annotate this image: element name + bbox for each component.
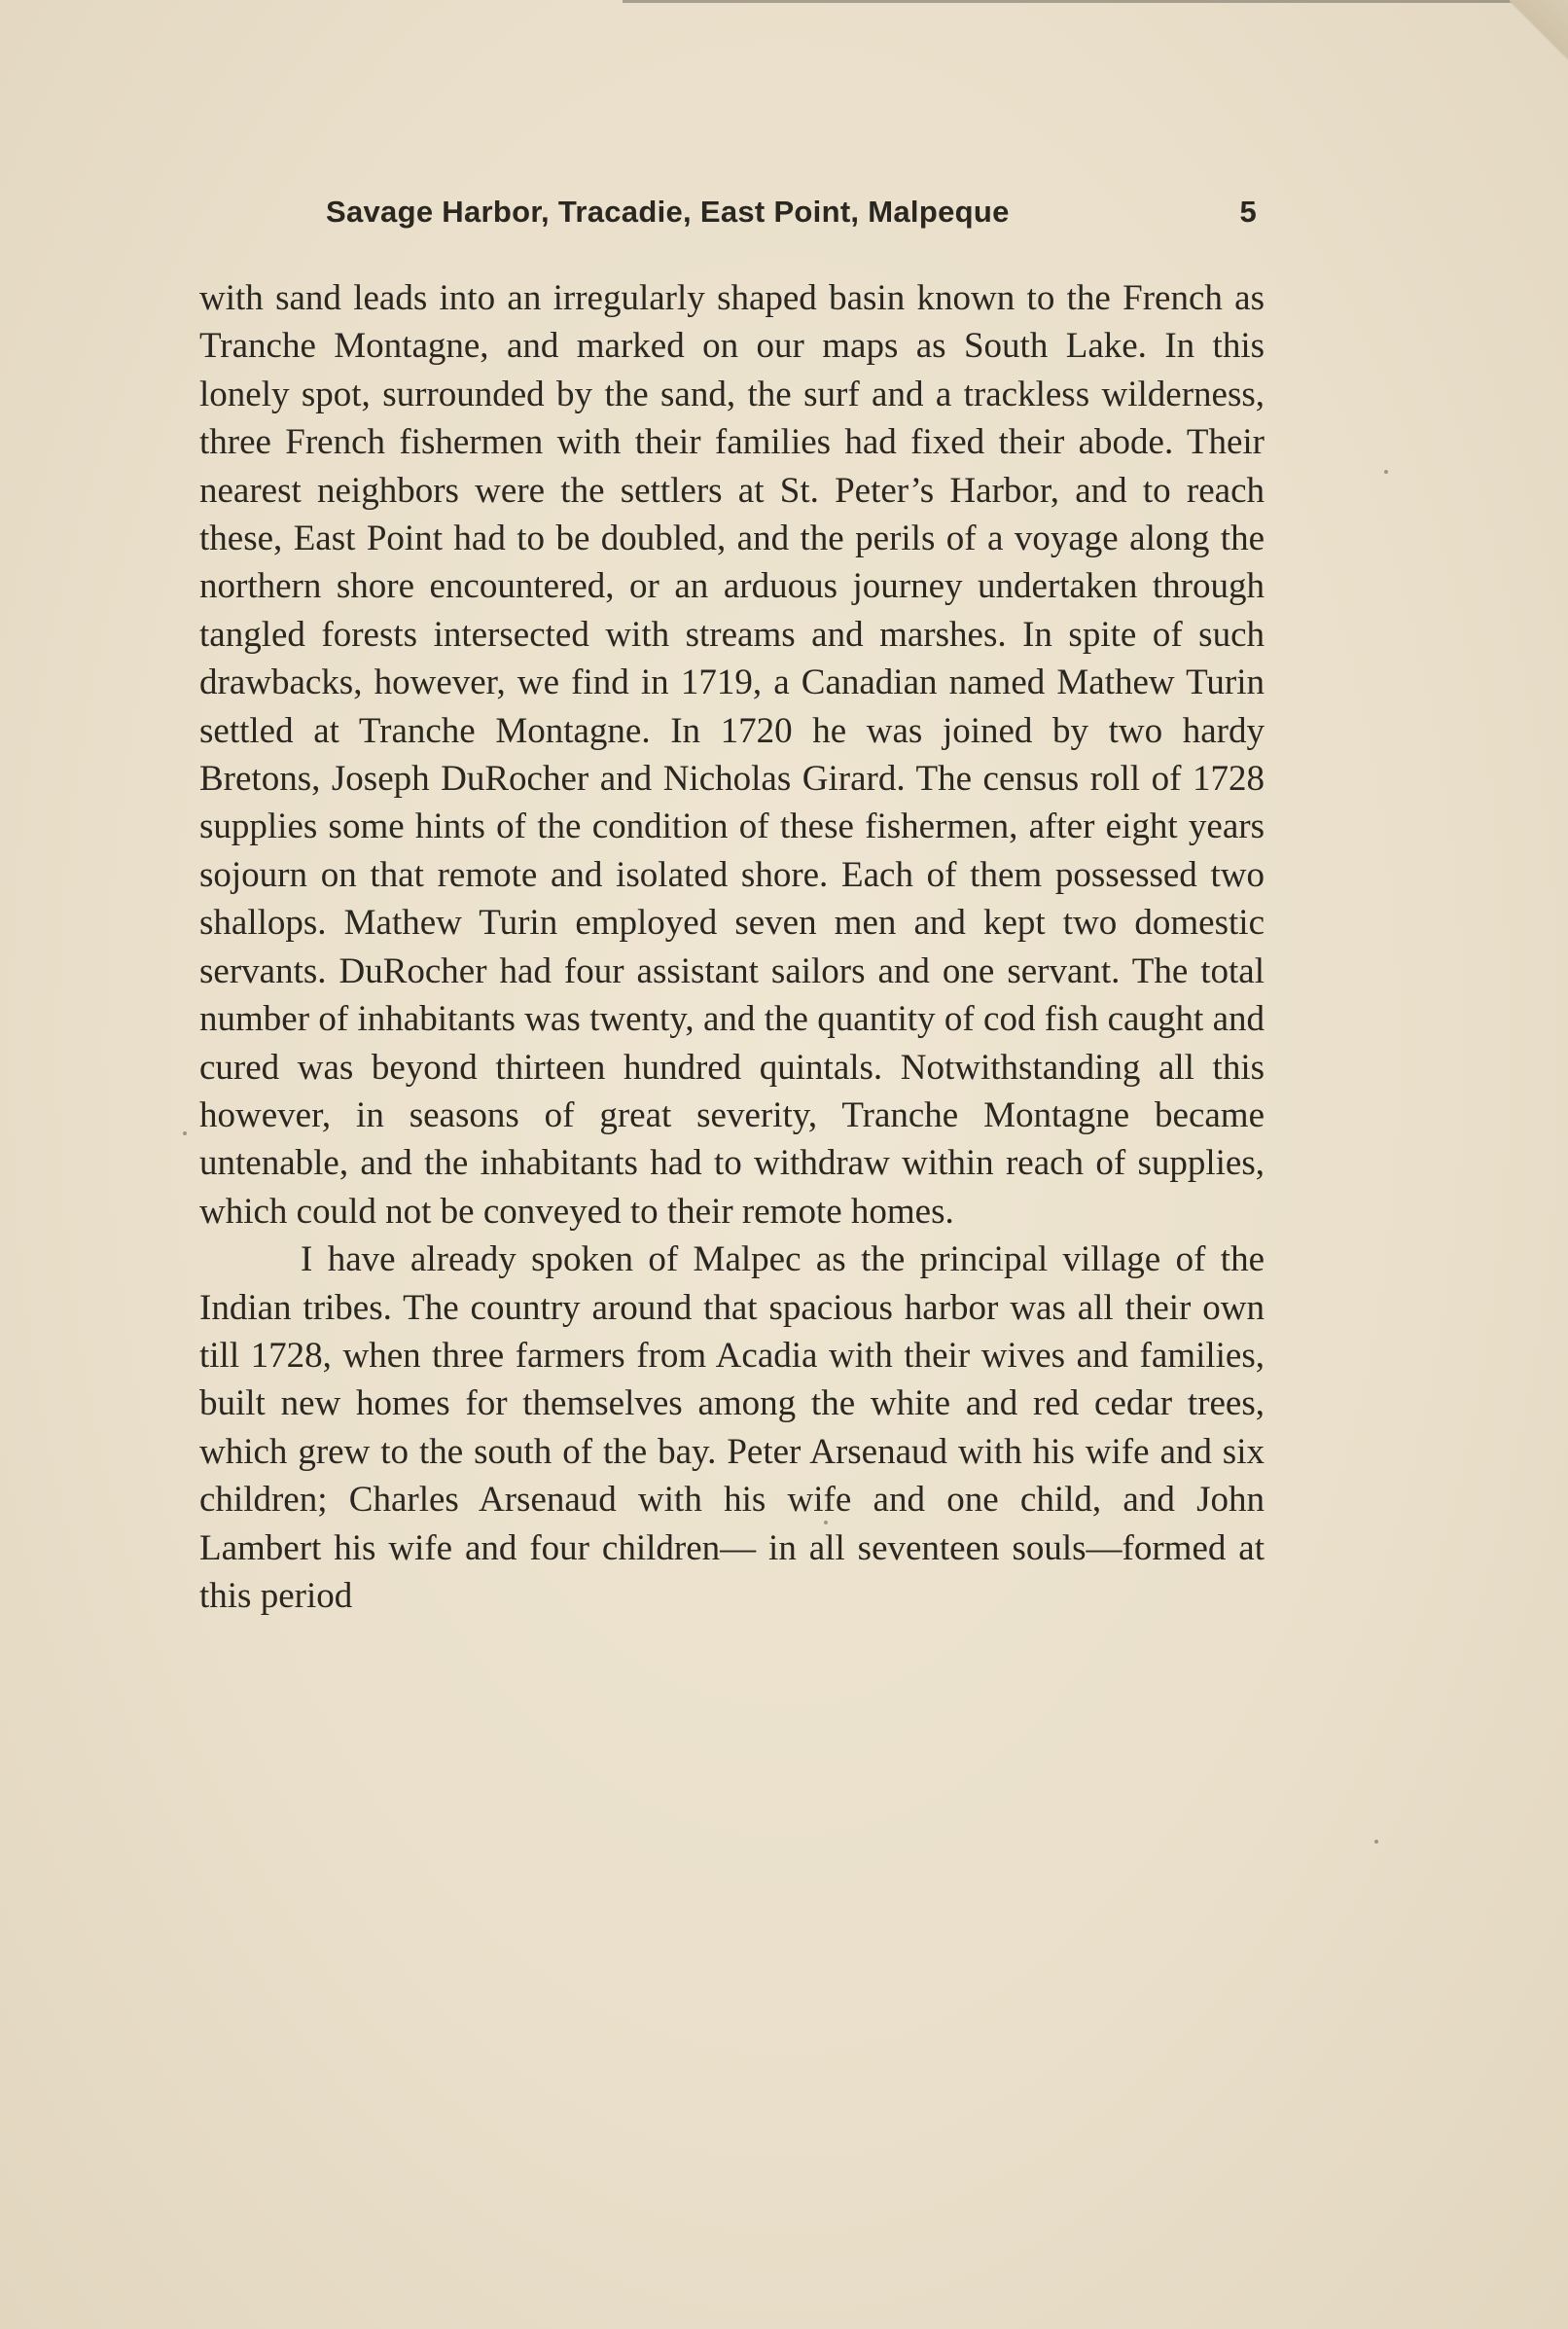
page-corner-fold <box>1510 0 1568 88</box>
running-title: Savage Harbor, Tracadie, East Point, Malpeque <box>326 195 1010 229</box>
paragraph-1: with sand leads into an irregularly shaped basin known to the French as Tranche Montagne, and marked on our maps as South Lake. In this lonely spot, surrounded by the sand, the surf and a trackless wilderness, three French fishermen with their families had fixed their abode. Their nearest neighbors were the settlers at St. Peter’s Harbor, and to reach these, East Point had to be doubled, and the perils of a voyage along the northern shore encountered, or an arduous journey undertaken through tangled forests intersected with streams and marshes. In spite of such drawbacks, however, we find in 1719, a Canadian named Mathew Turin settled at Tranche Montagne. In 1720 he was joined by two hardy Bretons, Joseph DuRocher and Nicholas Girard. The census roll of 1728 supplies some hints of the condition of these fishermen, after eight years sojourn on that remote and isolated shore. Each of them possessed two shallops. Mathew Turin employed seven men and kept two domestic servants. DuRocher had four assistant sailors and one servant. The total number of inhabitants was twenty, and the quantity of cod fish caught and cured was beyond thirteen hundred quintals. Notwithstanding all this however, in seasons of great severity, Tranche Montagne became untenable, and the inhabitants had to withdraw within reach of supplies, which could not be conveyed to their remote homes. <box>199 278 1265 1232</box>
body-text <box>199 274 1265 1620</box>
page-number: 5 <box>1239 195 1257 229</box>
paper-speck <box>1384 470 1388 474</box>
paper-speck <box>824 1521 828 1524</box>
paper-speck <box>183 1131 187 1135</box>
paper-speck <box>1374 1840 1378 1844</box>
paragraph-2: I have already spoken of Malpec as the principal village of the Indian tribes. The country around that spacious harbor was all their own till 1728, when three farmers from Acadia with their wives and families, built new homes for themselves among the white and red cedar trees, which grew to the south of the bay. Peter Arsenaud with his wife and six children; Charles Arsenaud with his wife and one child, and John Lambert his wife and four children— in all seventeen souls—formed at this period <box>199 1239 1265 1616</box>
page-top-edge <box>623 0 1568 3</box>
running-header <box>199 195 1265 243</box>
